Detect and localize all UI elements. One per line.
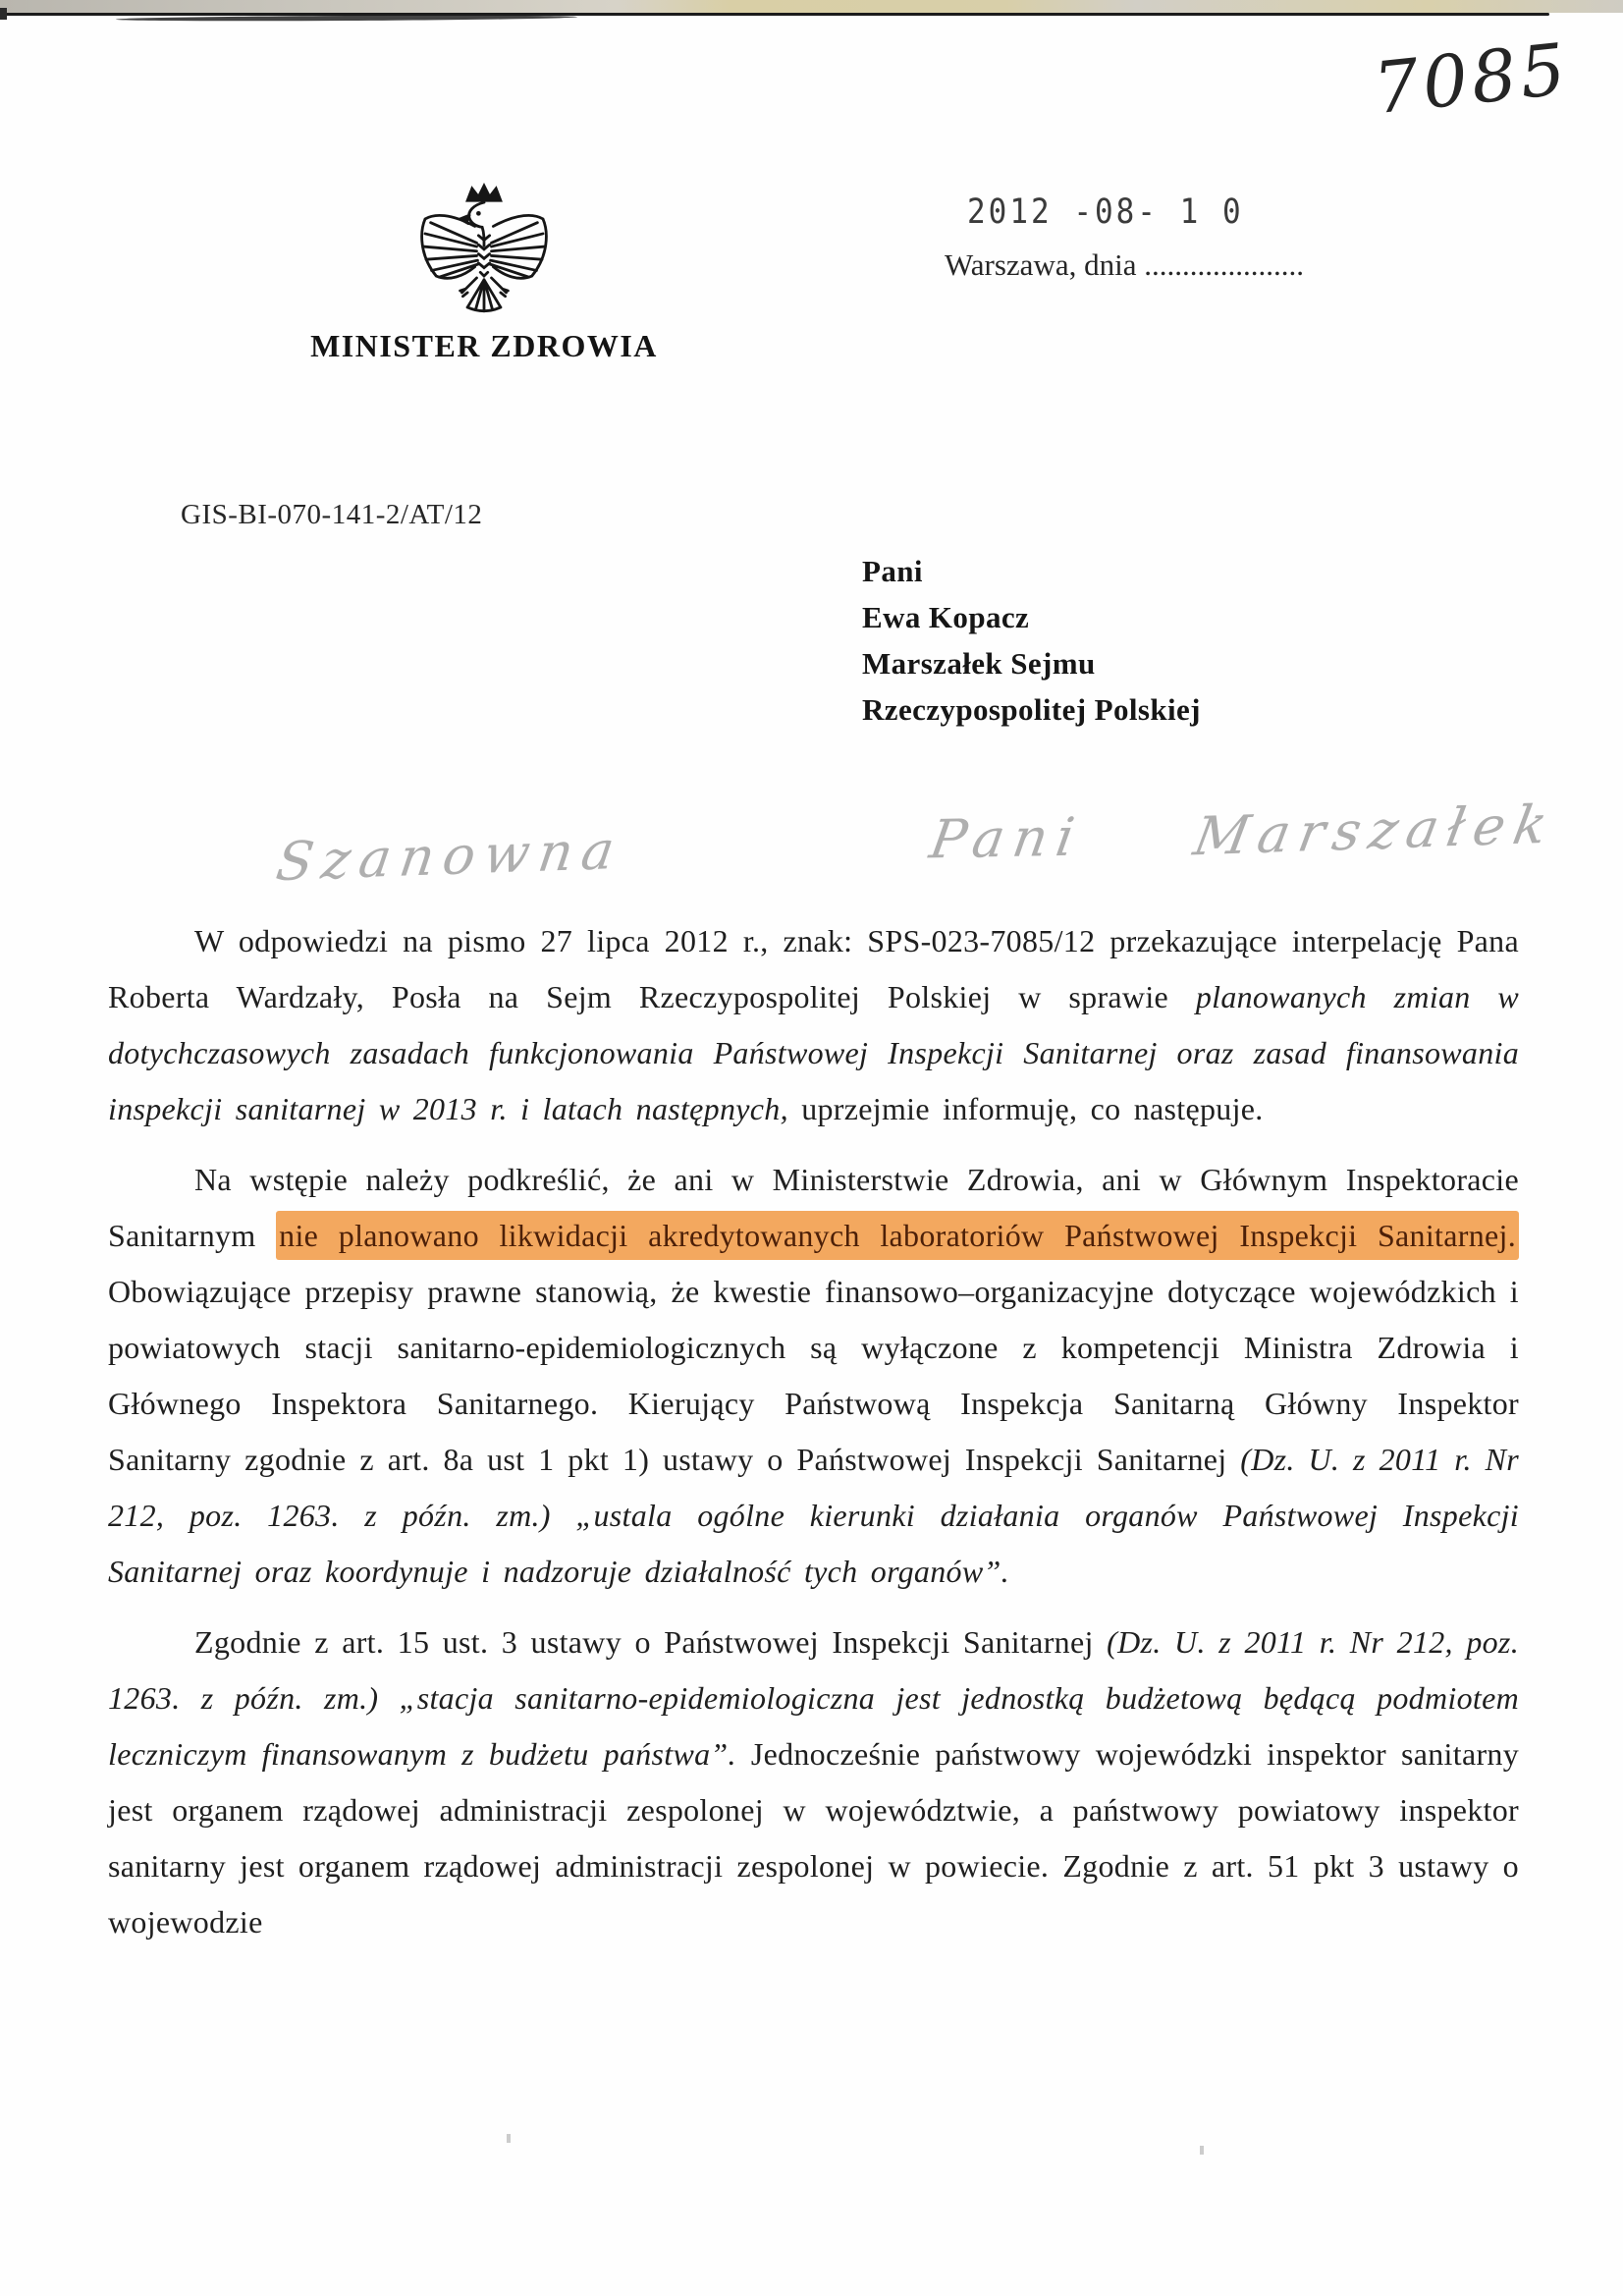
salutation-word: Szanowna bbox=[272, 818, 627, 894]
scan-corner-tick bbox=[0, 8, 7, 20]
text-segment-italic: „ustala ogólne kierunki działania organów Państwowej Inspekcji Sanitarnej oraz koordynuje i nadzoruje działalność tych organów”. bbox=[108, 1498, 1519, 1589]
body-paragraph bbox=[108, 1152, 1519, 1600]
text-segment-regular bbox=[551, 1498, 576, 1533]
place-date-line: Warszawa, dnia ..................... bbox=[945, 247, 1304, 282]
text-segment-highlight: nie planowano likwidacji akredytowanych laboratoriów Państwowej Inspekcji Sanitarnej. bbox=[276, 1211, 1519, 1260]
text-segment-regular: Obowiązujące przepisy prawne stanowią, że kwestie finansowo–organizacyjne dotyczące wojewódzkich i powiatowych stacji sanitarno-epidemiologicznych są wyłączone z kompetencji Ministra Zdrowia i Głównego Inspektora Sanitarnego. Kierujący Państwową Inspekcja Sanitarną Główny Inspektor Sanitarny zgodnie z art. 8a ust 1 pkt 1) ustawy o Państwowej Inspekcji Sanitarnej bbox=[108, 1274, 1519, 1477]
text-segment-regular: Jednocześnie państwowy wojewódzki inspektor sanitarny jest organem rządowej administracji zespolonej w województwie, a państwowy powiatowy inspektor sanitarny jest organem rządowej administracji zespolonej w powiecie. Zgodnie z art. 51 pkt 3 ustawy o wojewodzie bbox=[108, 1736, 1519, 1940]
handwritten-salutation bbox=[0, 793, 1623, 896]
text-segment-regular: Zgodnie z art. 15 ust. 3 ustawy o Państwowej Inspekcji Sanitarnej bbox=[194, 1624, 1108, 1660]
salutation-word: Pani bbox=[925, 805, 1088, 871]
text-segment-regular: uprzejmie informuję, co następuje. bbox=[787, 1091, 1264, 1126]
reference-number: GIS-BI-070-141-2/AT/12 bbox=[181, 499, 483, 530]
text-segment-regular: Na wstępie należy podkreślić, że ani w Ministerstwie Zdrowia, ani w Głównym Inspektoracie Sanitarnym bbox=[108, 1162, 1519, 1253]
recipient-line: Marszałek Sejmu bbox=[862, 646, 1096, 681]
recipient-line: Rzeczypospolitej Polskiej bbox=[862, 692, 1201, 727]
recipient-line: Ewa Kopacz bbox=[862, 600, 1030, 634]
salutation-word: Marszałek bbox=[1189, 793, 1561, 868]
polish-eagle-emblem-icon bbox=[410, 175, 558, 320]
scan-speck bbox=[1200, 2146, 1204, 2155]
recipient-line: Pani bbox=[862, 554, 923, 588]
body-paragraph bbox=[108, 1614, 1519, 1950]
recipient-block bbox=[862, 548, 1201, 733]
scan-edge-line bbox=[0, 13, 1549, 16]
text-segment-italic: planowanych zmian w dotychczasowych zasadach funkcjonowania Państwowej Inspekcji Sanitarnej oraz zasad finansowania inspekcji sanitarnej w 2013 r. i latach następnych, bbox=[108, 979, 1519, 1126]
text-segment-italic: (Dz. U. z 2011 r. Nr 212, poz. 1263. z późn. zm.) bbox=[108, 1442, 1519, 1533]
text-segment-italic: „stacja sanitarno-epidemiologiczna jest jednostką budżetową będącą podmiotem leczniczym finansowanym z budżetu państwa”. bbox=[108, 1680, 1519, 1772]
text-segment-regular bbox=[378, 1680, 399, 1716]
scan-speck bbox=[507, 2134, 511, 2143]
letter-body bbox=[108, 913, 1519, 1965]
text-segment-regular: W odpowiedzi na pismo 27 lipca 2012 r., znak: SPS-023-7085/12 przekazujące interpelację Pana Roberta Wardzały, Posła na Sejm Rzeczypospolitej Polskiej w sprawie bbox=[108, 923, 1519, 1014]
scan-edge-strip bbox=[0, 0, 1623, 13]
body-paragraph bbox=[108, 913, 1519, 1137]
handwritten-filing-number: 7085 bbox=[1369, 27, 1573, 131]
sender-title: MINISTER ZDROWIA bbox=[310, 328, 658, 363]
text-segment-italic: (Dz. U. z 2011 r. Nr 212, poz. 1263. z późn. zm.) bbox=[108, 1624, 1519, 1716]
date-received-stamp: 2012 -08- 1 0 bbox=[967, 191, 1244, 233]
